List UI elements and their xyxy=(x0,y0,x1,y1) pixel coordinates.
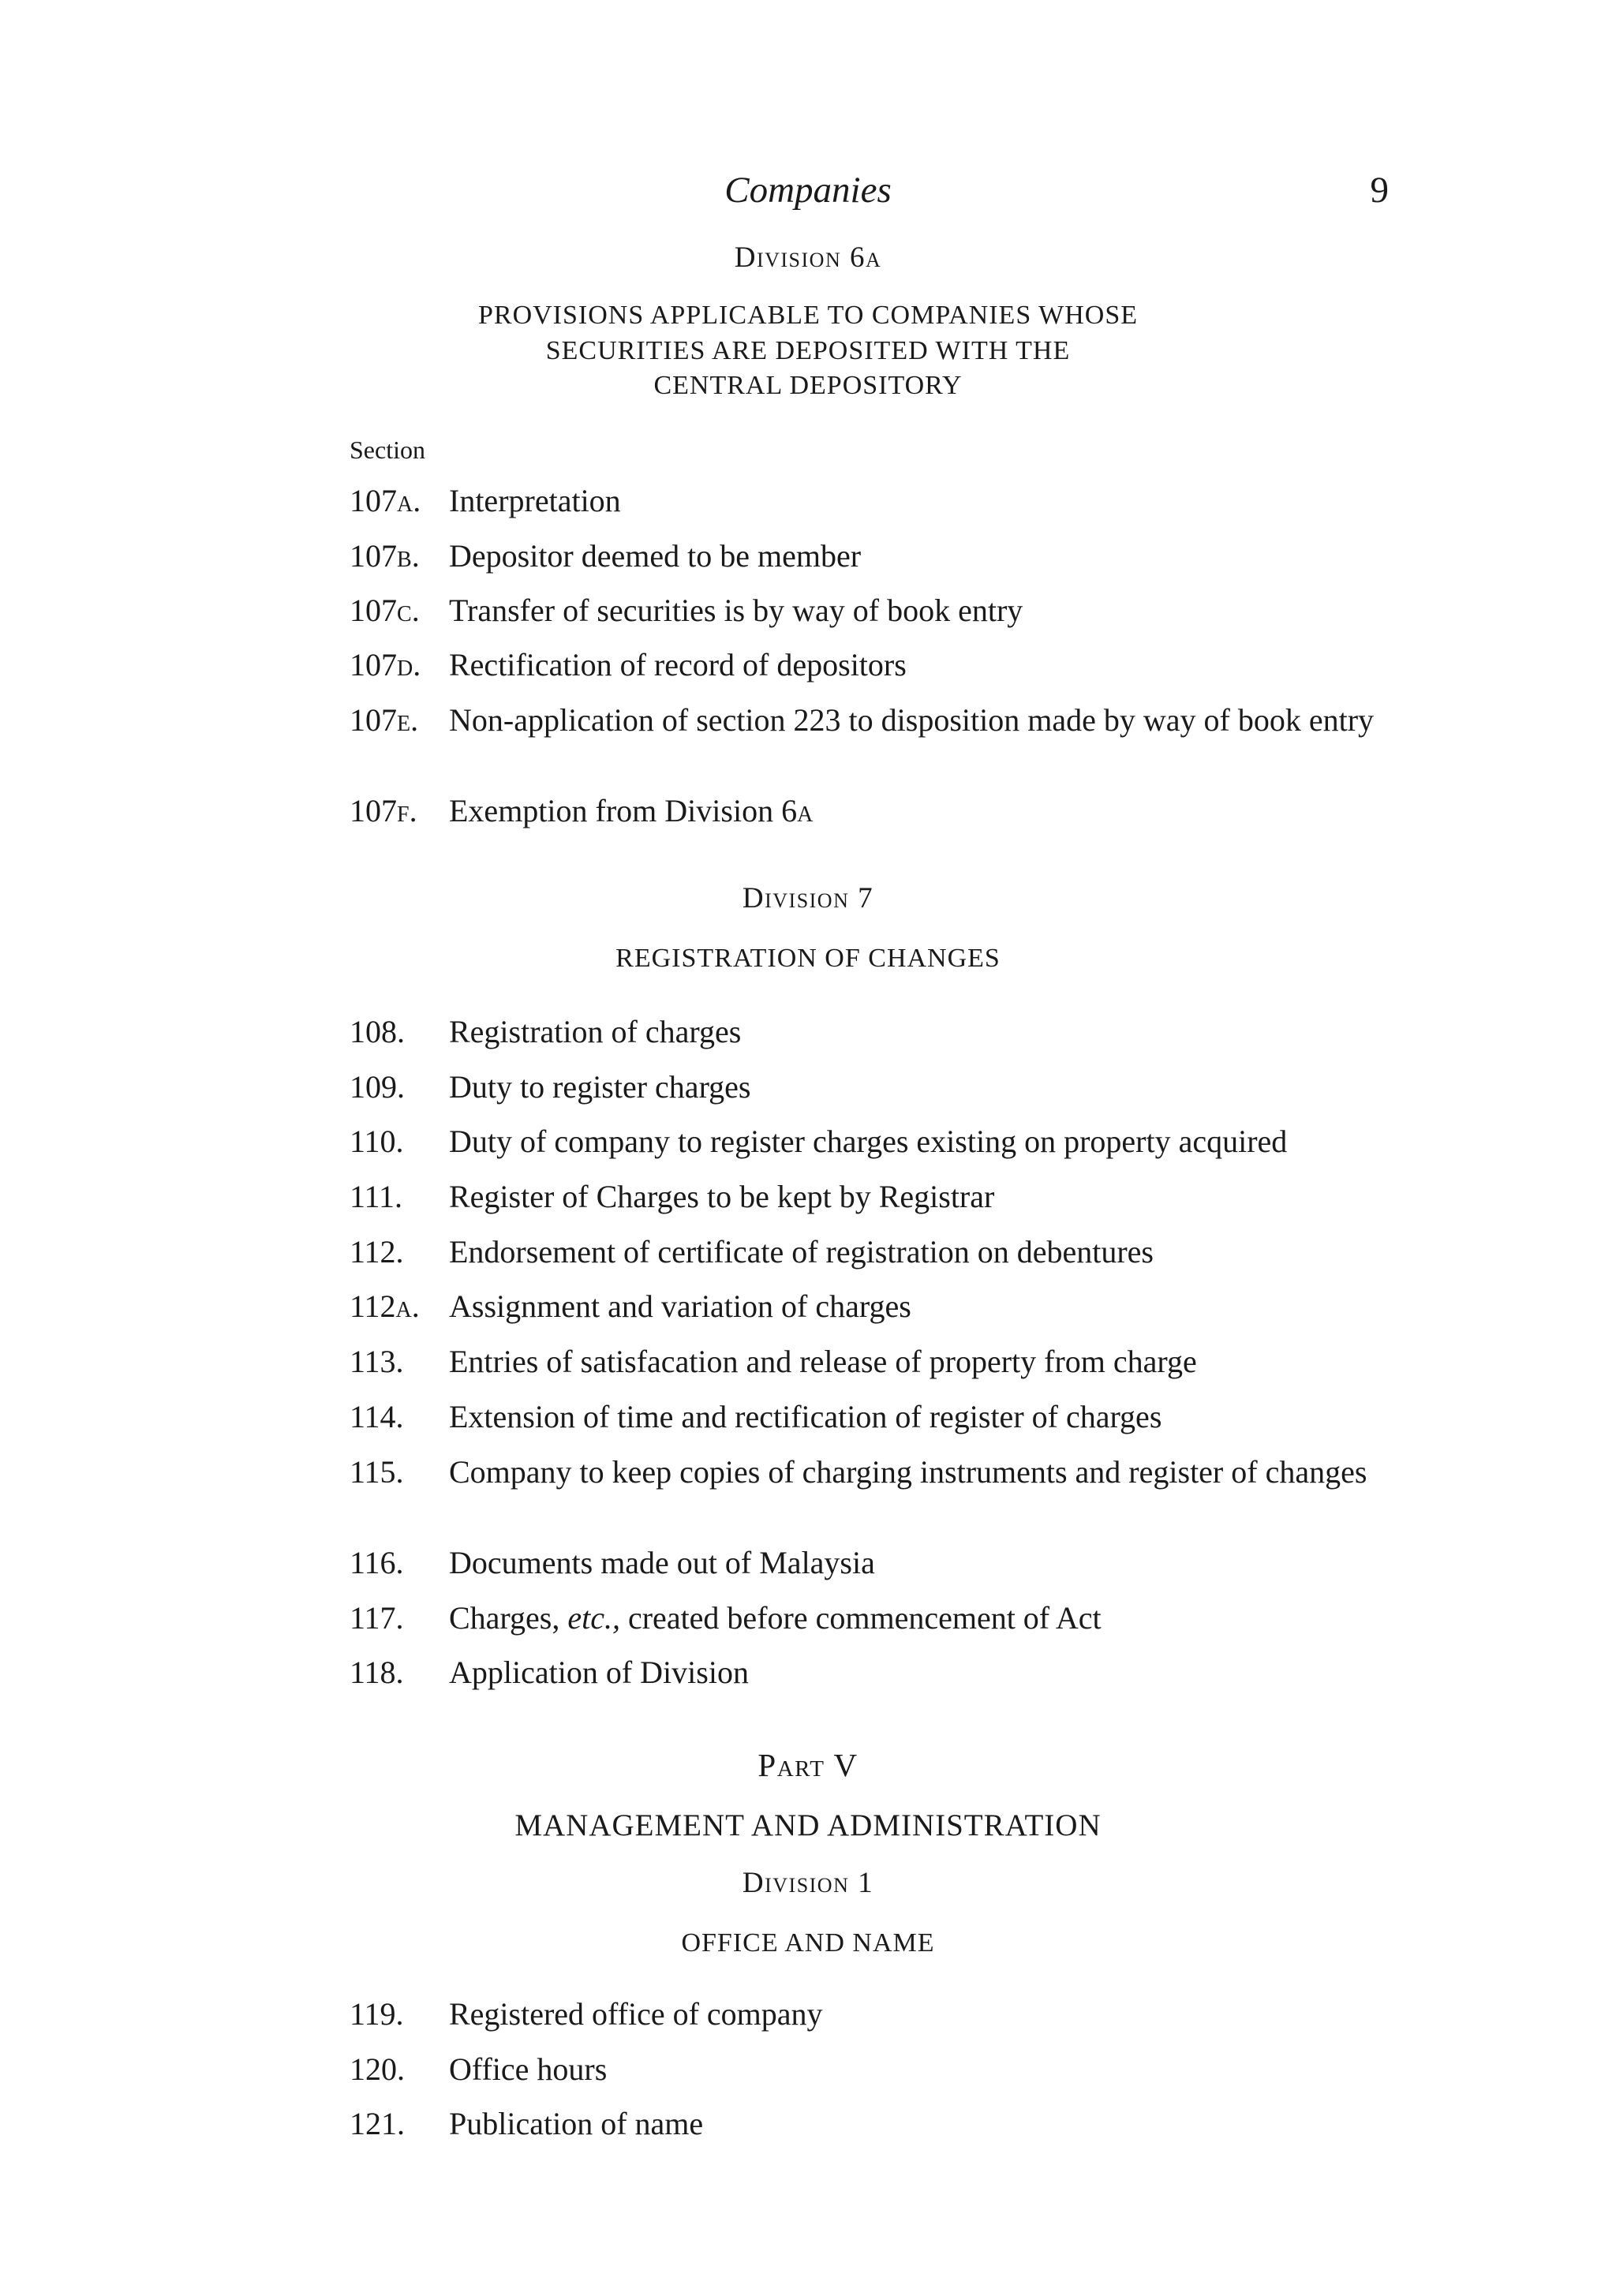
section-number: 114. xyxy=(350,1399,404,1434)
toc-entry[interactable] xyxy=(350,793,1407,829)
section-title: Publication of name xyxy=(449,2106,704,2141)
section-number: 112a. xyxy=(350,1288,420,1324)
part-5-division-label: Division 1 xyxy=(742,1867,874,1899)
section-title: Exemption from Division 6a xyxy=(449,793,814,828)
section-number: 110. xyxy=(350,1124,404,1159)
section-number: 112. xyxy=(350,1234,404,1270)
section-title: Charges, etc., created before commencement of Act xyxy=(449,1600,1102,1636)
section-title: Assignment and variation of charges xyxy=(449,1288,911,1324)
section-number: 115. xyxy=(350,1454,404,1490)
section-title: Application of Division xyxy=(449,1655,749,1690)
toc-entry[interactable] xyxy=(350,1655,1407,1691)
part-5-label: Part V xyxy=(758,1747,858,1783)
toc-entry[interactable] xyxy=(350,1996,1407,2032)
toc-entry[interactable] xyxy=(350,593,1407,629)
section-number: 111. xyxy=(350,1179,403,1214)
section-number: 117. xyxy=(350,1600,404,1636)
toc-entry[interactable] xyxy=(350,1454,1407,1490)
section-title: Endorsement of certificate of registration on debentures xyxy=(449,1234,1154,1270)
section-title: Entries of satisfacation and release of property from charge xyxy=(449,1344,1197,1379)
section-number: 107a. xyxy=(350,483,421,518)
section-number: 107c. xyxy=(350,593,420,628)
section-title: Transfer of securities is by way of book entry xyxy=(449,593,1023,628)
section-title: Office hours xyxy=(449,2051,608,2087)
section-number: 121. xyxy=(350,2106,405,2141)
division-6a-heading-line-1: PROVISIONS APPLICABLE TO COMPANIES WHOSE xyxy=(477,301,1138,330)
section-title: Interpretation xyxy=(449,483,621,518)
running-title: Companies xyxy=(724,170,892,211)
section-label: Section xyxy=(350,436,425,464)
toc-entry[interactable] xyxy=(350,1179,1407,1215)
toc-entry[interactable] xyxy=(350,1069,1407,1105)
section-number: 107e. xyxy=(350,702,419,738)
toc-entry[interactable] xyxy=(350,1545,1407,1581)
section-title: Duty of company to register charges existing on property acquired xyxy=(449,1124,1288,1159)
toc-entry[interactable] xyxy=(350,1234,1407,1270)
section-title: Extension of time and rectification of register of charges xyxy=(449,1399,1162,1434)
division-6a-label: Division 6a xyxy=(734,241,882,274)
division-6a-heading-line-3: CENTRAL DEPOSITORY xyxy=(653,371,963,400)
section-number: 113. xyxy=(350,1344,404,1379)
section-number: 109. xyxy=(350,1069,405,1105)
toc-entry[interactable] xyxy=(350,1124,1407,1160)
section-number: 108. xyxy=(350,1014,405,1049)
page-number: 9 xyxy=(1370,170,1389,211)
section-title: Depositor deemed to be member xyxy=(449,538,862,574)
section-number: 116. xyxy=(350,1545,404,1580)
section-number: 107b. xyxy=(350,538,420,574)
section-number: 120. xyxy=(350,2051,405,2087)
toc-entry[interactable] xyxy=(350,538,1407,574)
section-title: Company to keep copies of charging instruments and register of changes xyxy=(449,1454,1367,1490)
section-title: Register of Charges to be kept by Registrar xyxy=(449,1179,995,1214)
section-number: 107d. xyxy=(350,647,421,682)
division-7-heading: REGISTRATION OF CHANGES xyxy=(615,944,1001,973)
section-title: Rectification of record of depositors xyxy=(449,647,907,682)
toc-entry[interactable] xyxy=(350,702,1407,739)
toc-entry[interactable] xyxy=(350,1288,1407,1325)
section-title: Registered office of company xyxy=(449,1996,823,2032)
section-title: Duty to register charges xyxy=(449,1069,751,1105)
section-number: 118. xyxy=(350,1655,404,1690)
toc-entry[interactable] xyxy=(350,1600,1407,1636)
section-title: Documents made out of Malaysia xyxy=(449,1545,875,1580)
toc-entry[interactable] xyxy=(350,1014,1407,1050)
section-number: 119. xyxy=(350,1996,404,2032)
toc-entry[interactable] xyxy=(350,647,1407,683)
toc-entry[interactable] xyxy=(350,1399,1407,1435)
division-7-label: Division 7 xyxy=(742,882,874,914)
toc-entry[interactable] xyxy=(350,2106,1407,2142)
toc-entry[interactable] xyxy=(350,2051,1407,2088)
part-5-heading: MANAGEMENT AND ADMINISTRATION xyxy=(514,1808,1102,1842)
division-6a-heading-line-2: SECURITIES ARE DEPOSITED WITH THE xyxy=(545,336,1071,365)
section-title: Non-application of section 223 to disposition made by way of book entry xyxy=(449,702,1375,738)
section-number: 107f. xyxy=(350,793,417,828)
part-5-division-heading: OFFICE AND NAME xyxy=(681,1928,935,1958)
section-title: Registration of charges xyxy=(449,1014,742,1049)
toc-entry[interactable] xyxy=(350,1344,1407,1380)
toc-entry[interactable] xyxy=(350,483,1407,519)
